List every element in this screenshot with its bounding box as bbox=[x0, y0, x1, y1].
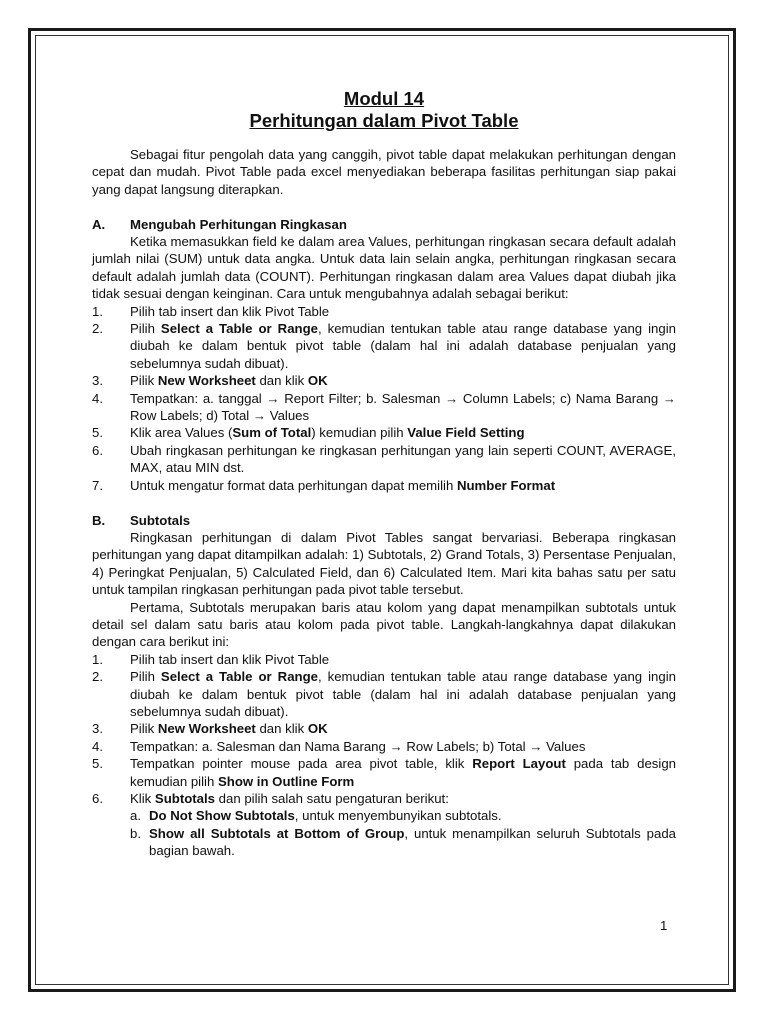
page-number: 1 bbox=[660, 918, 668, 933]
sub-item: a. Do Not Show Subtotals, untuk menyembunyikan subtotals. bbox=[130, 808, 502, 824]
list-item bbox=[92, 477, 676, 494]
step-number: 4. bbox=[92, 390, 103, 406]
step-text: Klik Subtotals dan pilih salah satu pengaturan berikut: a. Do Not Show Subtotals, untuk menyembunyikan subtotals. b. Show all Subtotals at Bottom of Group, untuk menampilkan seluruh Subtotals pada bagian bawah. bbox=[130, 791, 676, 859]
section-b-heading bbox=[92, 512, 676, 529]
list-item bbox=[92, 303, 676, 320]
step-text: Pilik New Worksheet dan klik OK bbox=[130, 721, 328, 737]
step-text: Tempatkan: a. tanggal → Report Filter; b. Salesman → Column Labels; c) Nama Barang → Row Labels; d) Total → Values bbox=[130, 390, 676, 424]
step-number: 6. bbox=[92, 791, 103, 806]
step-number: 7. bbox=[92, 477, 103, 493]
list-item bbox=[92, 755, 676, 790]
section-b-letter: B. bbox=[92, 512, 106, 528]
section-a-paragraph: Ketika memasukkan field ke dalam area Values, perhitungan ringkasan secara default adalah jumlah nilai (SUM) untuk data angka. Untuk data lain selain angka, perhitungan ringkasan secara default adalah jumlah data (COUNT). Perhitungan ringkasan dalam area Values dapat diubah jika tidak sesuai dengan keinginan. Cara untuk mengubahnya adalah sebagai berikut: bbox=[92, 234, 676, 302]
sub-item: b. Show all Subtotals at Bottom of Group, untuk menampilkan seluruh Subtotals pada bagian bawah. bbox=[130, 825, 676, 859]
list-item bbox=[92, 720, 676, 737]
step-number: 2. bbox=[92, 669, 103, 685]
step-number: 5. bbox=[92, 756, 103, 772]
list-item bbox=[92, 372, 676, 389]
document-body bbox=[92, 88, 676, 860]
step-number: 1. bbox=[92, 651, 103, 667]
intro-paragraph: Sebagai fitur pengolah data yang canggih, pivot table dapat melakukan perhitungan dengan cepat dan mudah. Pivot Table pada excel menyediakan beberapa fasilitas perhitungan siap pakai yang dapat langsung diterapkan. bbox=[92, 147, 676, 197]
step-text: Ubah ringkasan perhitungan ke ringkasan perhitungan yang lain seperti COUNT, AVERAGE, MAX, atau MIN dst. bbox=[130, 442, 676, 476]
step-text: Pilik New Worksheet dan klik OK bbox=[130, 373, 328, 389]
step-number: 5. bbox=[92, 425, 103, 441]
section-b-paragraph-2: Pertama, Subtotals merupakan baris atau kolom yang dapat menampilkan subtotals untuk detail sel dalam satu baris atau kolom pada pivot table. Langkah-langkahnya dapat dilakukan dengan cara berikut ini: bbox=[92, 599, 676, 650]
step-text: Pilih Select a Table or Range, kemudian tentukan table atau range database yang ingin diubah ke dalam bentuk pivot table (dalam hal ini adalah database penjualan yang sebelumnya sudah dibuat). bbox=[130, 669, 676, 719]
step-text: Untuk mengatur format data perhitungan dapat memilih Number Format bbox=[130, 477, 556, 493]
step-text: Pilih Select a Table or Range, kemudian tentukan table atau range database yang ingin diubah ke dalam bentuk pivot table (dalam hal ini adalah database penjualan yang sebelumnya sudah dibuat). bbox=[130, 321, 676, 371]
list-item bbox=[92, 390, 676, 425]
section-a-steps bbox=[92, 303, 676, 494]
title-line-1: Modul 14 bbox=[343, 88, 425, 109]
list-item bbox=[92, 651, 676, 668]
list-item bbox=[92, 424, 676, 441]
step-text: Pilih tab insert dan klik Pivot Table bbox=[130, 303, 330, 319]
step-number: 2. bbox=[92, 321, 103, 337]
section-b-title: Subtotals bbox=[130, 512, 191, 528]
list-item bbox=[92, 442, 676, 477]
step-number: 6. bbox=[92, 442, 103, 458]
section-a-letter: A. bbox=[92, 216, 106, 232]
list-item bbox=[92, 668, 676, 720]
title-line-2: Perhitungan dalam Pivot Table bbox=[249, 110, 519, 131]
section-b-steps bbox=[92, 651, 676, 860]
step-number: 1. bbox=[92, 303, 103, 319]
step-text: Tempatkan: a. Salesman dan Nama Barang → Row Labels; b) Total → Values bbox=[130, 738, 586, 754]
section-a-title: Mengubah Perhitungan Ringkasan bbox=[130, 216, 347, 232]
list-item bbox=[92, 790, 676, 860]
section-a-heading bbox=[92, 216, 676, 233]
list-item bbox=[92, 738, 676, 755]
step-text: Klik area Values (Sum of Total) kemudian pilih Value Field Setting bbox=[130, 425, 525, 441]
step-text: Pilih tab insert dan klik Pivot Table bbox=[130, 651, 330, 667]
step-number: 3. bbox=[92, 721, 103, 737]
step-text: Tempatkan pointer mouse pada area pivot table, klik Report Layout pada tab design kemudian pilih Show in Outline Form bbox=[130, 756, 676, 789]
step-number: 4. bbox=[92, 738, 103, 754]
list-item bbox=[92, 320, 676, 372]
step-number: 3. bbox=[92, 373, 103, 389]
section-b-paragraph-1: Ringkasan perhitungan di dalam Pivot Tables sangat bervariasi. Beberapa ringkasan perhitungan yang dapat ditampilkan adalah: 1) Subtotals, 2) Grand Totals, 3) Persentase Penjualan, 4) Peringkat Penjualan, 5) Calculated Field, dan 6) Calculated Item. Mari kita bahas satu per satu untuk tampilan ringkasan perhitungan pada pivot table tersebut. bbox=[92, 529, 676, 598]
